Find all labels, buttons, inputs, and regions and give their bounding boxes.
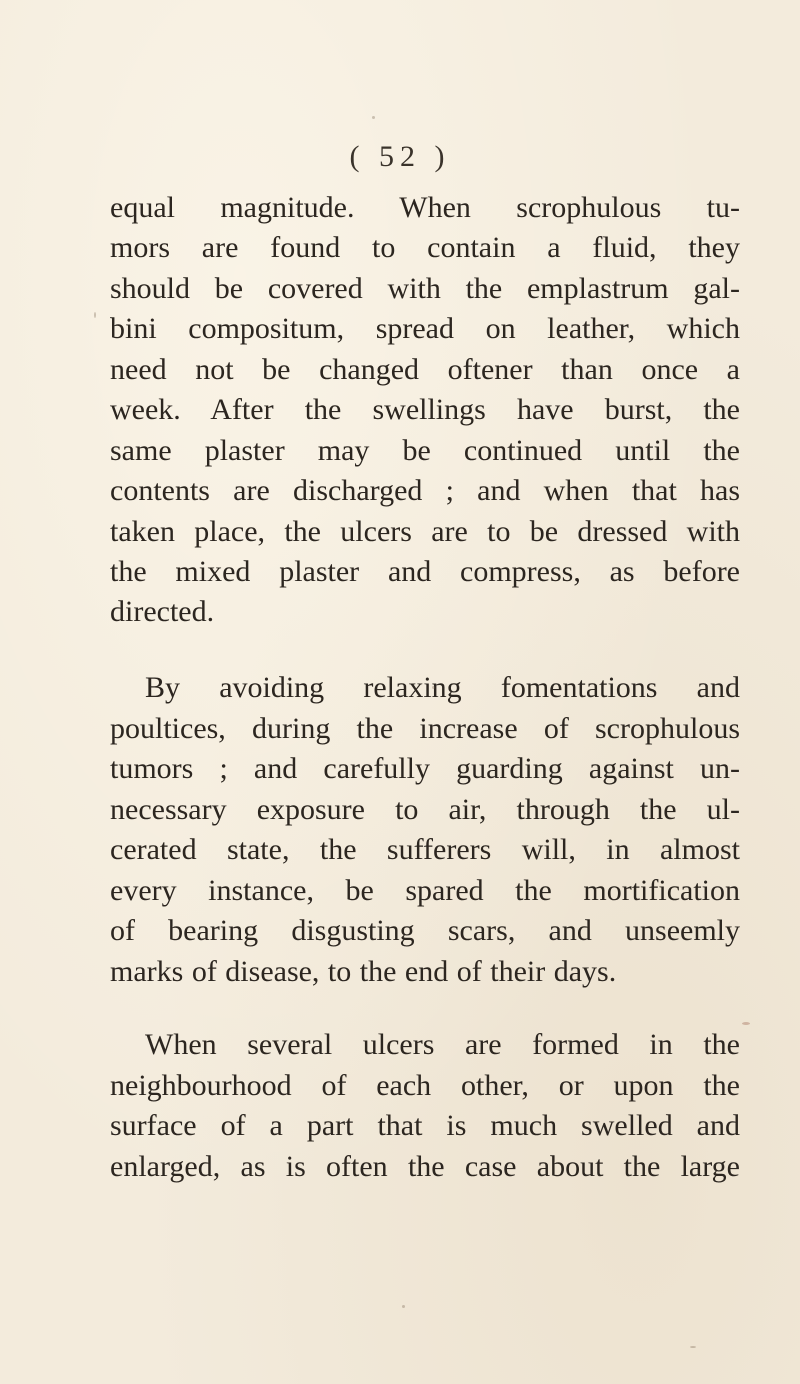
text-line: need not be changed oftener than once a [110,353,740,386]
text-line: marks of disease, to the end of their days. [110,955,617,988]
text-line: surface of a part that is much swelled and [110,1109,740,1142]
paper-speck [402,1305,405,1308]
text-line: cerated state, the sufferers will, in almost [110,833,740,866]
paper-speck [94,312,96,318]
text-line: equal magnitude. When scrophulous tu- [110,191,740,224]
text-line: poultices, during the increase of scrophulous [110,712,740,745]
text-line: the mixed plaster and compress, as before [110,555,740,588]
text-line: week. After the swellings have burst, the [110,393,740,426]
text-line: bini compositum, spread on leather, which [110,312,740,345]
text-line: mors are found to contain a fluid, they [110,231,740,264]
text-line: every instance, be spared the mortification [110,874,740,907]
page-number: ( 52 ) [349,140,451,173]
text-line: contents are discharged ; and when that has [110,474,740,507]
text-line: When several ulcers are formed in the [145,1028,740,1061]
text-line: directed. [110,595,215,628]
text-line: same plaster may be continued until the [110,434,740,467]
text-line: should be covered with the emplastrum gal- [110,272,740,305]
text-line: of bearing disgusting scars, and unseemly [110,914,740,947]
paper-speck [742,1022,750,1025]
text-line: tumors ; and carefully guarding against un- [110,752,740,785]
paper-speck [372,116,375,119]
text-line: By avoiding relaxing fomentations and [145,671,740,704]
text-line: necessary exposure to air, through the ul- [110,793,740,826]
text-line: taken place, the ulcers are to be dressed with [110,515,740,548]
text-line: neighbourhood of each other, or upon the [110,1069,740,1102]
text-line: enlarged, as is often the case about the large [110,1150,740,1183]
paper-speck [690,1346,696,1348]
paper-speck [432,686,435,689]
